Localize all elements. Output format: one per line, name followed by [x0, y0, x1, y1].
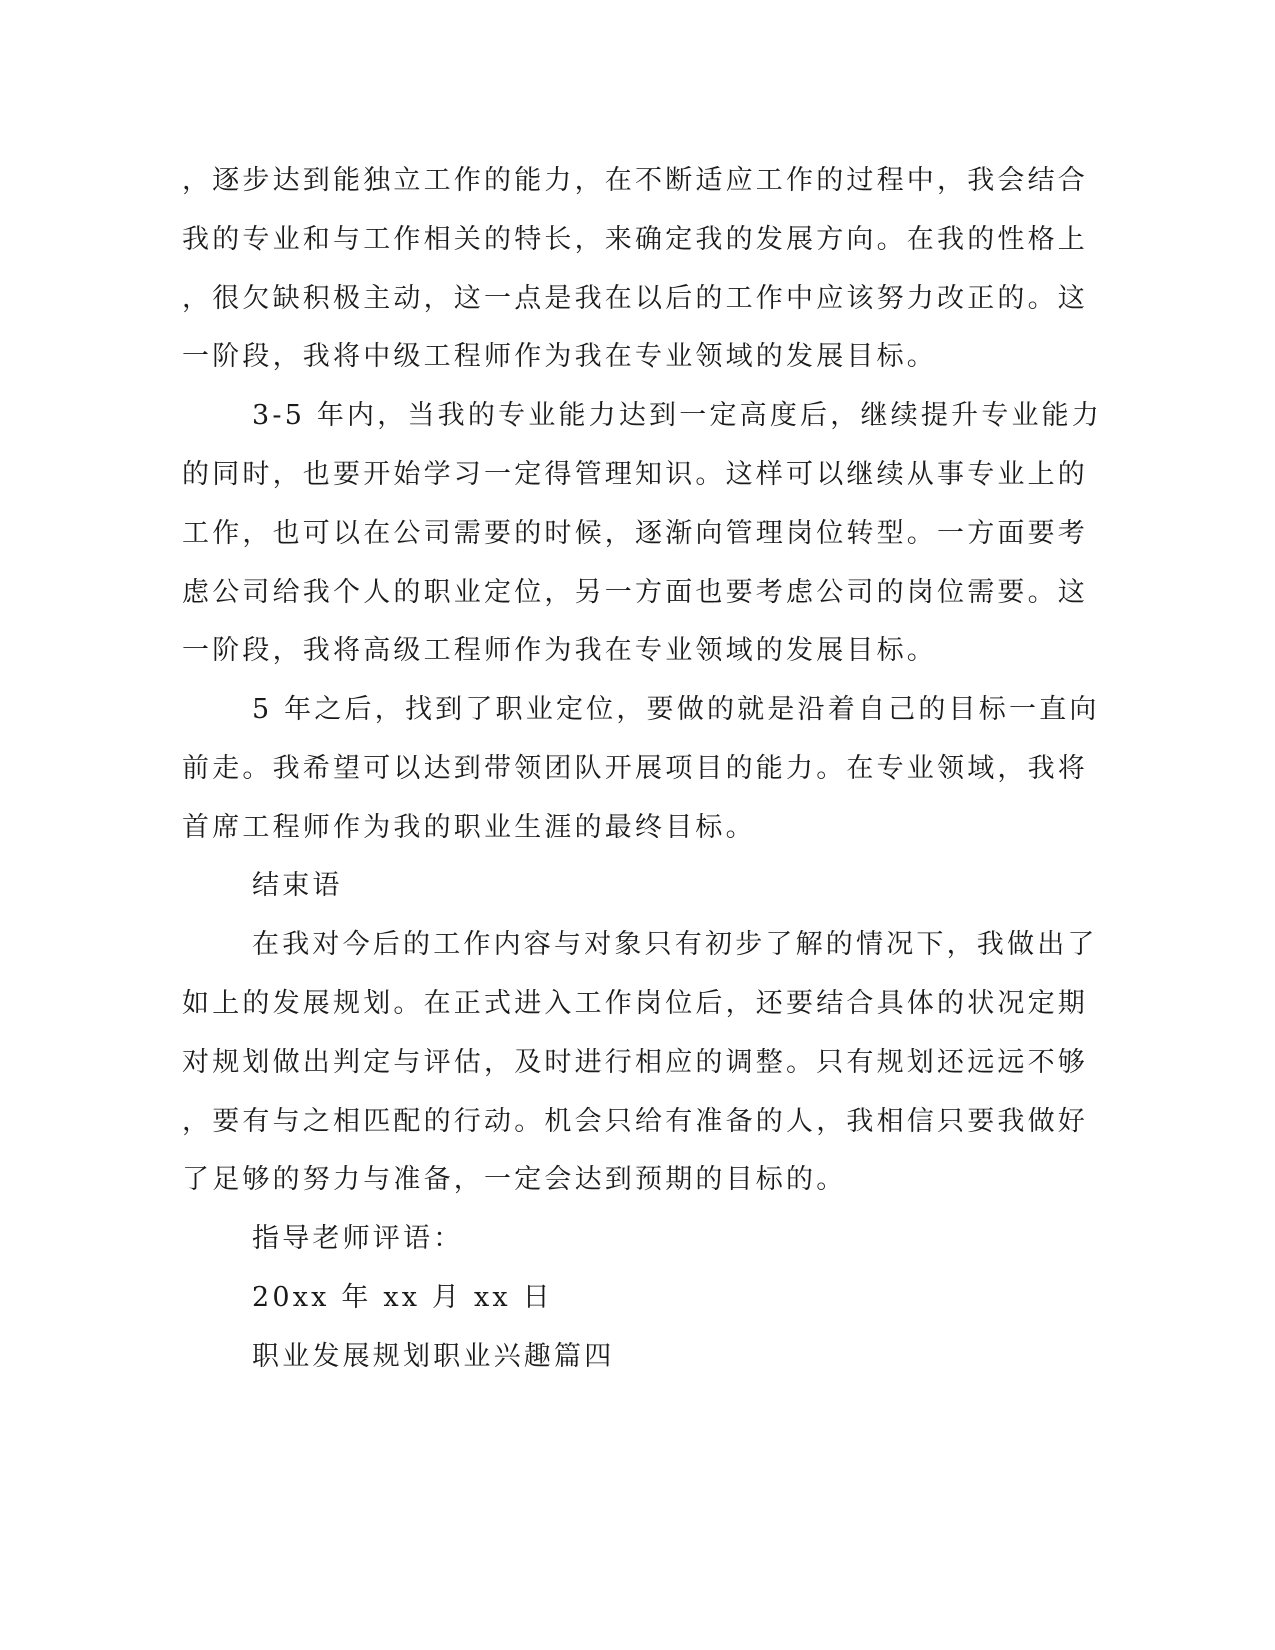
section-title: 职业发展规划职业兴趣篇四	[252, 1341, 615, 1372]
paragraph-line: 一阶段，我将中级工程师作为我在专业领域的发展目标。	[182, 341, 937, 372]
date-line: 20xx 年 xx 月 xx 日	[252, 1282, 553, 1313]
paragraph-line: 对规划做出判定与评估，及时进行相应的调整。只有规划还远远不够	[182, 1047, 1088, 1078]
paragraph-line: 了足够的努力与准备，一定会达到预期的目标的。	[182, 1164, 847, 1195]
paragraph-line: 如上的发展规划。在正式进入工作岗位后，还要结合具体的状况定期	[182, 988, 1088, 1019]
paragraph-line: ，很欠缺积极主动，这一点是我在以后的工作中应该努力改正的。这	[182, 283, 1088, 314]
section-heading: 结束语	[252, 870, 343, 901]
paragraph-line: 一阶段，我将高级工程师作为我在专业领域的发展目标。	[182, 635, 937, 666]
paragraph-line: ，逐步达到能独立工作的能力，在不断适应工作的过程中，我会结合	[182, 165, 1088, 196]
paragraph-line: 我的专业和与工作相关的特长，来确定我的发展方向。在我的性格上	[182, 224, 1088, 255]
paragraph-line: 工作，也可以在公司需要的时候，逐渐向管理岗位转型。一方面要考	[182, 518, 1088, 549]
paragraph-line: 的同时，也要开始学习一定得管理知识。这样可以继续从事专业上的	[182, 459, 1088, 490]
paragraph-line: 3-5 年内，当我的专业能力达到一定高度后，继续提升专业能力	[252, 400, 1103, 431]
paragraph-line: 在我对今后的工作内容与对象只有初步了解的情况下，我做出了	[252, 929, 1098, 960]
teacher-comment-label: 指导老师评语：	[252, 1223, 464, 1254]
paragraph-line: ，要有与之相匹配的行动。机会只给有准备的人，我相信只要我做好	[182, 1106, 1088, 1137]
paragraph-line: 首席工程师作为我的职业生涯的最终目标。	[182, 812, 756, 843]
paragraph-line: 前走。我希望可以达到带领团队开展项目的能力。在专业领域，我将	[182, 753, 1088, 784]
paragraph-line: 5 年之后，找到了职业定位，要做的就是沿着自己的目标一直向	[252, 694, 1100, 725]
paragraph-line: 虑公司给我个人的职业定位，另一方面也要考虑公司的岗位需要。这	[182, 577, 1088, 608]
